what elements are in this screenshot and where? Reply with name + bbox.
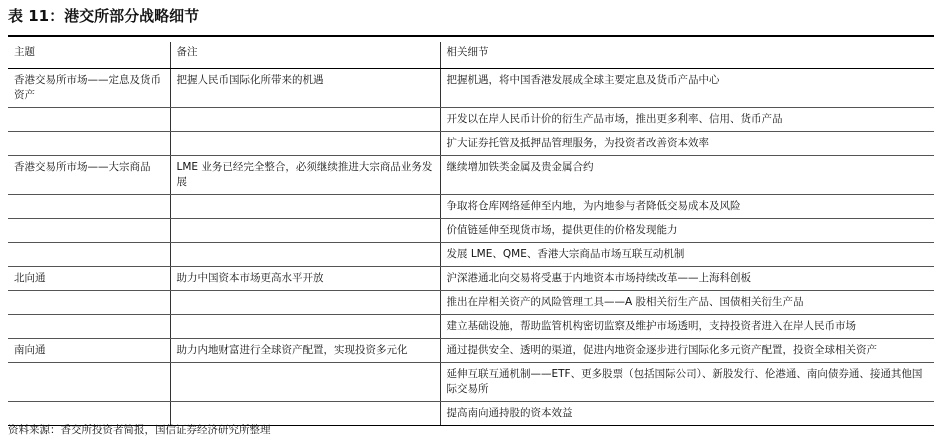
cell-theme bbox=[8, 219, 170, 243]
strategy-table bbox=[8, 42, 934, 426]
cell-note bbox=[170, 291, 440, 315]
cell-note bbox=[170, 363, 440, 402]
cell-detail: 把握机遇，将中国香港发展成全球主要定息及货币产品中心 bbox=[440, 69, 934, 108]
cell-detail: 开发以在岸人民币计价的衍生产品市场，推出更多利率、信用、货币产品 bbox=[440, 108, 934, 132]
title-rule bbox=[8, 35, 934, 37]
cell-theme: 香港交易所市场——大宗商品 bbox=[8, 156, 170, 195]
cell-note bbox=[170, 108, 440, 132]
cell-detail: 争取将仓库网络延伸至内地，为内地参与者降低交易成本及风险 bbox=[440, 195, 934, 219]
cell-theme bbox=[8, 195, 170, 219]
table-row bbox=[8, 315, 934, 339]
cell-note: 把握人民币国际化所带来的机遇 bbox=[170, 69, 440, 108]
cell-theme: 北向通 bbox=[8, 267, 170, 291]
cell-detail: 扩大证券托管及抵押品管理服务，为投资者改善资本效率 bbox=[440, 132, 934, 156]
cell-theme bbox=[8, 291, 170, 315]
cell-detail: 沪深港通北向交易将受惠于内地资本市场持续改革——上海科创板 bbox=[440, 267, 934, 291]
table-row bbox=[8, 69, 934, 108]
table-row bbox=[8, 219, 934, 243]
cell-detail: 提高南向通持股的资本效益 bbox=[440, 402, 934, 426]
table-row bbox=[8, 195, 934, 219]
header-detail: 相关细节 bbox=[440, 42, 934, 69]
cell-detail: 推出在岸相关资产的风险管理工具——A 股相关衍生产品、国债相关衍生产品 bbox=[440, 291, 934, 315]
cell-theme bbox=[8, 363, 170, 402]
table-row bbox=[8, 156, 934, 195]
table-header-row bbox=[8, 42, 934, 69]
cell-theme: 香港交易所市场——定息及货币资产 bbox=[8, 69, 170, 108]
table-row bbox=[8, 243, 934, 267]
cell-theme bbox=[8, 108, 170, 132]
header-note: 备注 bbox=[170, 42, 440, 69]
cell-note bbox=[170, 195, 440, 219]
cell-note bbox=[170, 219, 440, 243]
table-row bbox=[8, 132, 934, 156]
cell-note bbox=[170, 243, 440, 267]
cell-note bbox=[170, 315, 440, 339]
source-note: 资料来源：香交所投资者简报，国信证券经济研究所整理 bbox=[8, 424, 271, 436]
table-title: 表 11：港交所部分战略细节 bbox=[8, 7, 200, 25]
table-row bbox=[8, 339, 934, 363]
cell-detail: 继续增加铁类金属及贵金属合约 bbox=[440, 156, 934, 195]
table-row bbox=[8, 108, 934, 132]
cell-theme: 南向通 bbox=[8, 339, 170, 363]
cell-note: 助力中国资本市场更高水平开放 bbox=[170, 267, 440, 291]
cell-detail: 延伸互联互通机制——ETF、更多股票（包括国际公司）、新股发行、伦港通、南向债券通、接通其他国际交易所 bbox=[440, 363, 934, 402]
cell-theme bbox=[8, 315, 170, 339]
cell-note: 助力内地财富进行全球资产配置，实现投资多元化 bbox=[170, 339, 440, 363]
header-theme: 主题 bbox=[8, 42, 170, 69]
table-body bbox=[8, 69, 934, 426]
table-row bbox=[8, 363, 934, 402]
cell-detail: 建立基础设施，帮助监管机构密切监察及维护市场透明，支持投资者进入在岸人民币市场 bbox=[440, 315, 934, 339]
cell-note bbox=[170, 132, 440, 156]
cell-detail: 通过提供安全、透明的渠道，促进内地资金逐步进行国际化多元资产配置，投资全球相关资产 bbox=[440, 339, 934, 363]
cell-theme bbox=[8, 243, 170, 267]
cell-detail: 价值链延伸至现货市场，提供更佳的价格发现能力 bbox=[440, 219, 934, 243]
cell-theme bbox=[8, 132, 170, 156]
cell-detail: 发展 LME、QME、香港大宗商品市场互联互动机制 bbox=[440, 243, 934, 267]
table-row bbox=[8, 267, 934, 291]
table-row bbox=[8, 291, 934, 315]
cell-note: LME 业务已经完全整合，必须继续推进大宗商品业务发展 bbox=[170, 156, 440, 195]
